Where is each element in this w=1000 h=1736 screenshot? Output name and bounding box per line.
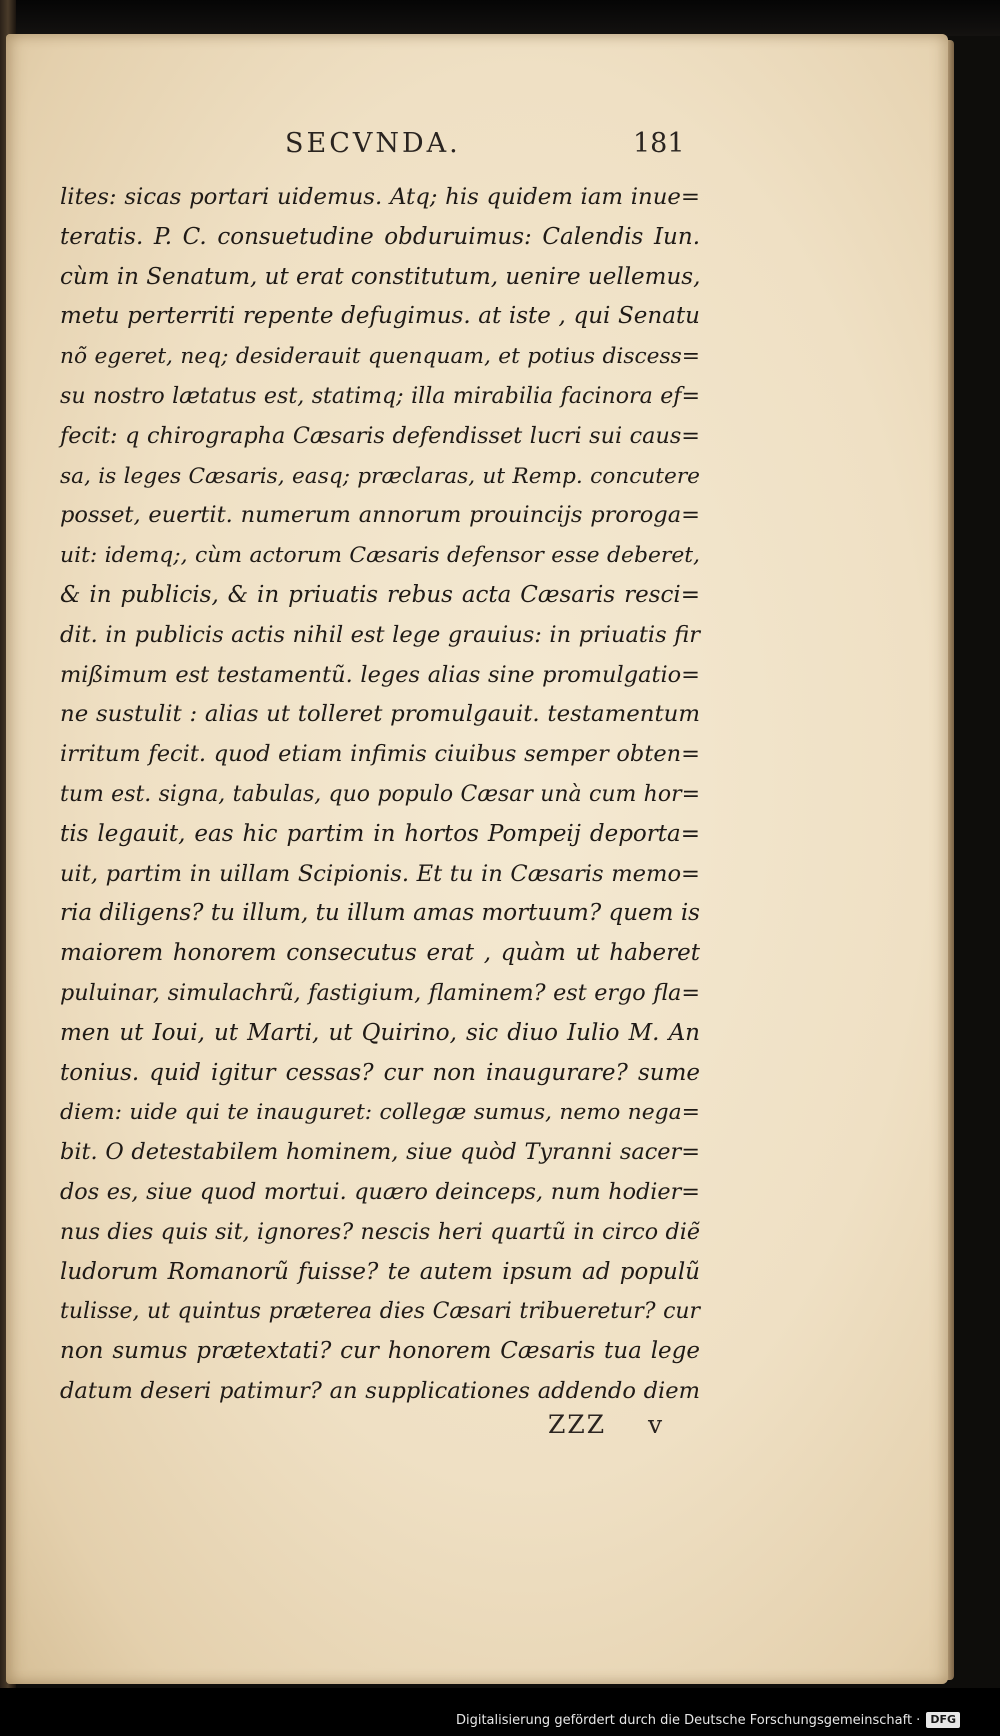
text-line: puluinar, simulachrũ, fastigium, flaminem? est ergo fla= [60,979,700,1006]
text-line: metu perterriti repente defugimus. at iste , qui Senatu [60,303,700,330]
text-line: lites: sicas portari uidemus. Atq; his quidem iam inue= [60,184,700,210]
text-line: dos es, siue quod mortui. quæro deinceps, num hodier= [60,1178,700,1205]
text-line: tum est. signa, tabulas, quo populo Cæsar unà cum hor= [60,781,700,807]
text-line: ne sustulit : alias ut tolleret promulgauit. testamentum [60,701,700,728]
text-line: tis legauit, eas hic partim in hortos Pompeij deporta= [60,820,700,847]
text-line: datum deseri patimur? an supplicationes addendo diem [60,1377,700,1404]
dfg-logo: DFG [926,1712,960,1728]
text-line: posset, euertit. numerum annorum prouincijs proroga= [60,502,700,529]
text-line: bit. O detestabilem hominem, siue quòd Tyranni sacer= [60,1139,700,1166]
text-line: tonius. quid igitur cessas? cur non inaugurare? sume [60,1059,700,1086]
text-line: su nostro lætatus est, statimq; illa mirabilia facinora ef= [60,382,700,409]
text-line: sa, is leges Cæsaris, easq; præclaras, ut Remp. concutere [60,463,700,489]
text-line: nõ egeret, neq; desiderauit quenquam, et potius discess= [60,344,700,370]
scan-top-shadow [0,0,1000,36]
text-line: tulisse, ut quintus præterea dies Cæsari tribueretur? cur [60,1299,700,1325]
text-line: & in publicis, & in priuatis rebus acta Cæsaris resci= [60,581,700,608]
page-number: 181 [633,128,685,159]
text-line: ria diligens? tu illum, tu illum amas mortuum? quem is [60,900,700,927]
credit-text: Digitalisierung gefördert durch die Deutsche Forschungsgemeinschaft · [455,1712,921,1728]
running-head: SECVNDA. [285,128,461,159]
text-line: non sumus prætextati? cur honorem Cæsaris tua lege [60,1338,700,1365]
signature-mark: v [648,1410,663,1439]
text-line: diem: uide qui te inauguret: collegæ sumus, nemo nega= [60,1100,700,1126]
text-line: men ut Ioui, ut Marti, ut Quirino, sic diuo Iulio M. An [60,1019,700,1046]
text-line: dit. in publicis actis nihil est lege grauius: in priuatis fir [60,621,700,648]
text-line: uit: idemq;, cùm actorum Cæsaris defensor esse deberet, [60,543,700,569]
text-line: nus dies quis sit, ignores? nescis heri quartũ in circo diẽ [60,1218,700,1245]
text-line: mißimum est testamentũ. leges alias sine promulgatio= [60,661,700,688]
body-text [60,178,700,1412]
text-line: irritum fecit. quod etiam infimis ciuibus semper obten= [60,741,700,768]
text-line: fecit: q chirographa Cæsaris defendisset lucri sui caus= [60,422,700,449]
text-line: teratis. P. C. consuetudine obduruimus: Calendis Iun. [60,223,700,250]
text-line: ludorum Romanorũ fuisse? te autem ipsum ad populũ [60,1258,700,1285]
catchword: ZZZ [548,1410,607,1439]
text-line: cùm in Senatum, ut erat constitutum, uenire uellemus, [60,263,701,290]
digitization-credit [456,1712,960,1728]
text-line: maiorem honorem consecutus erat , quàm ut haberet [60,940,700,967]
text-line: uit, partim in uillam Scipionis. Et tu in Cæsaris memo= [60,860,700,887]
